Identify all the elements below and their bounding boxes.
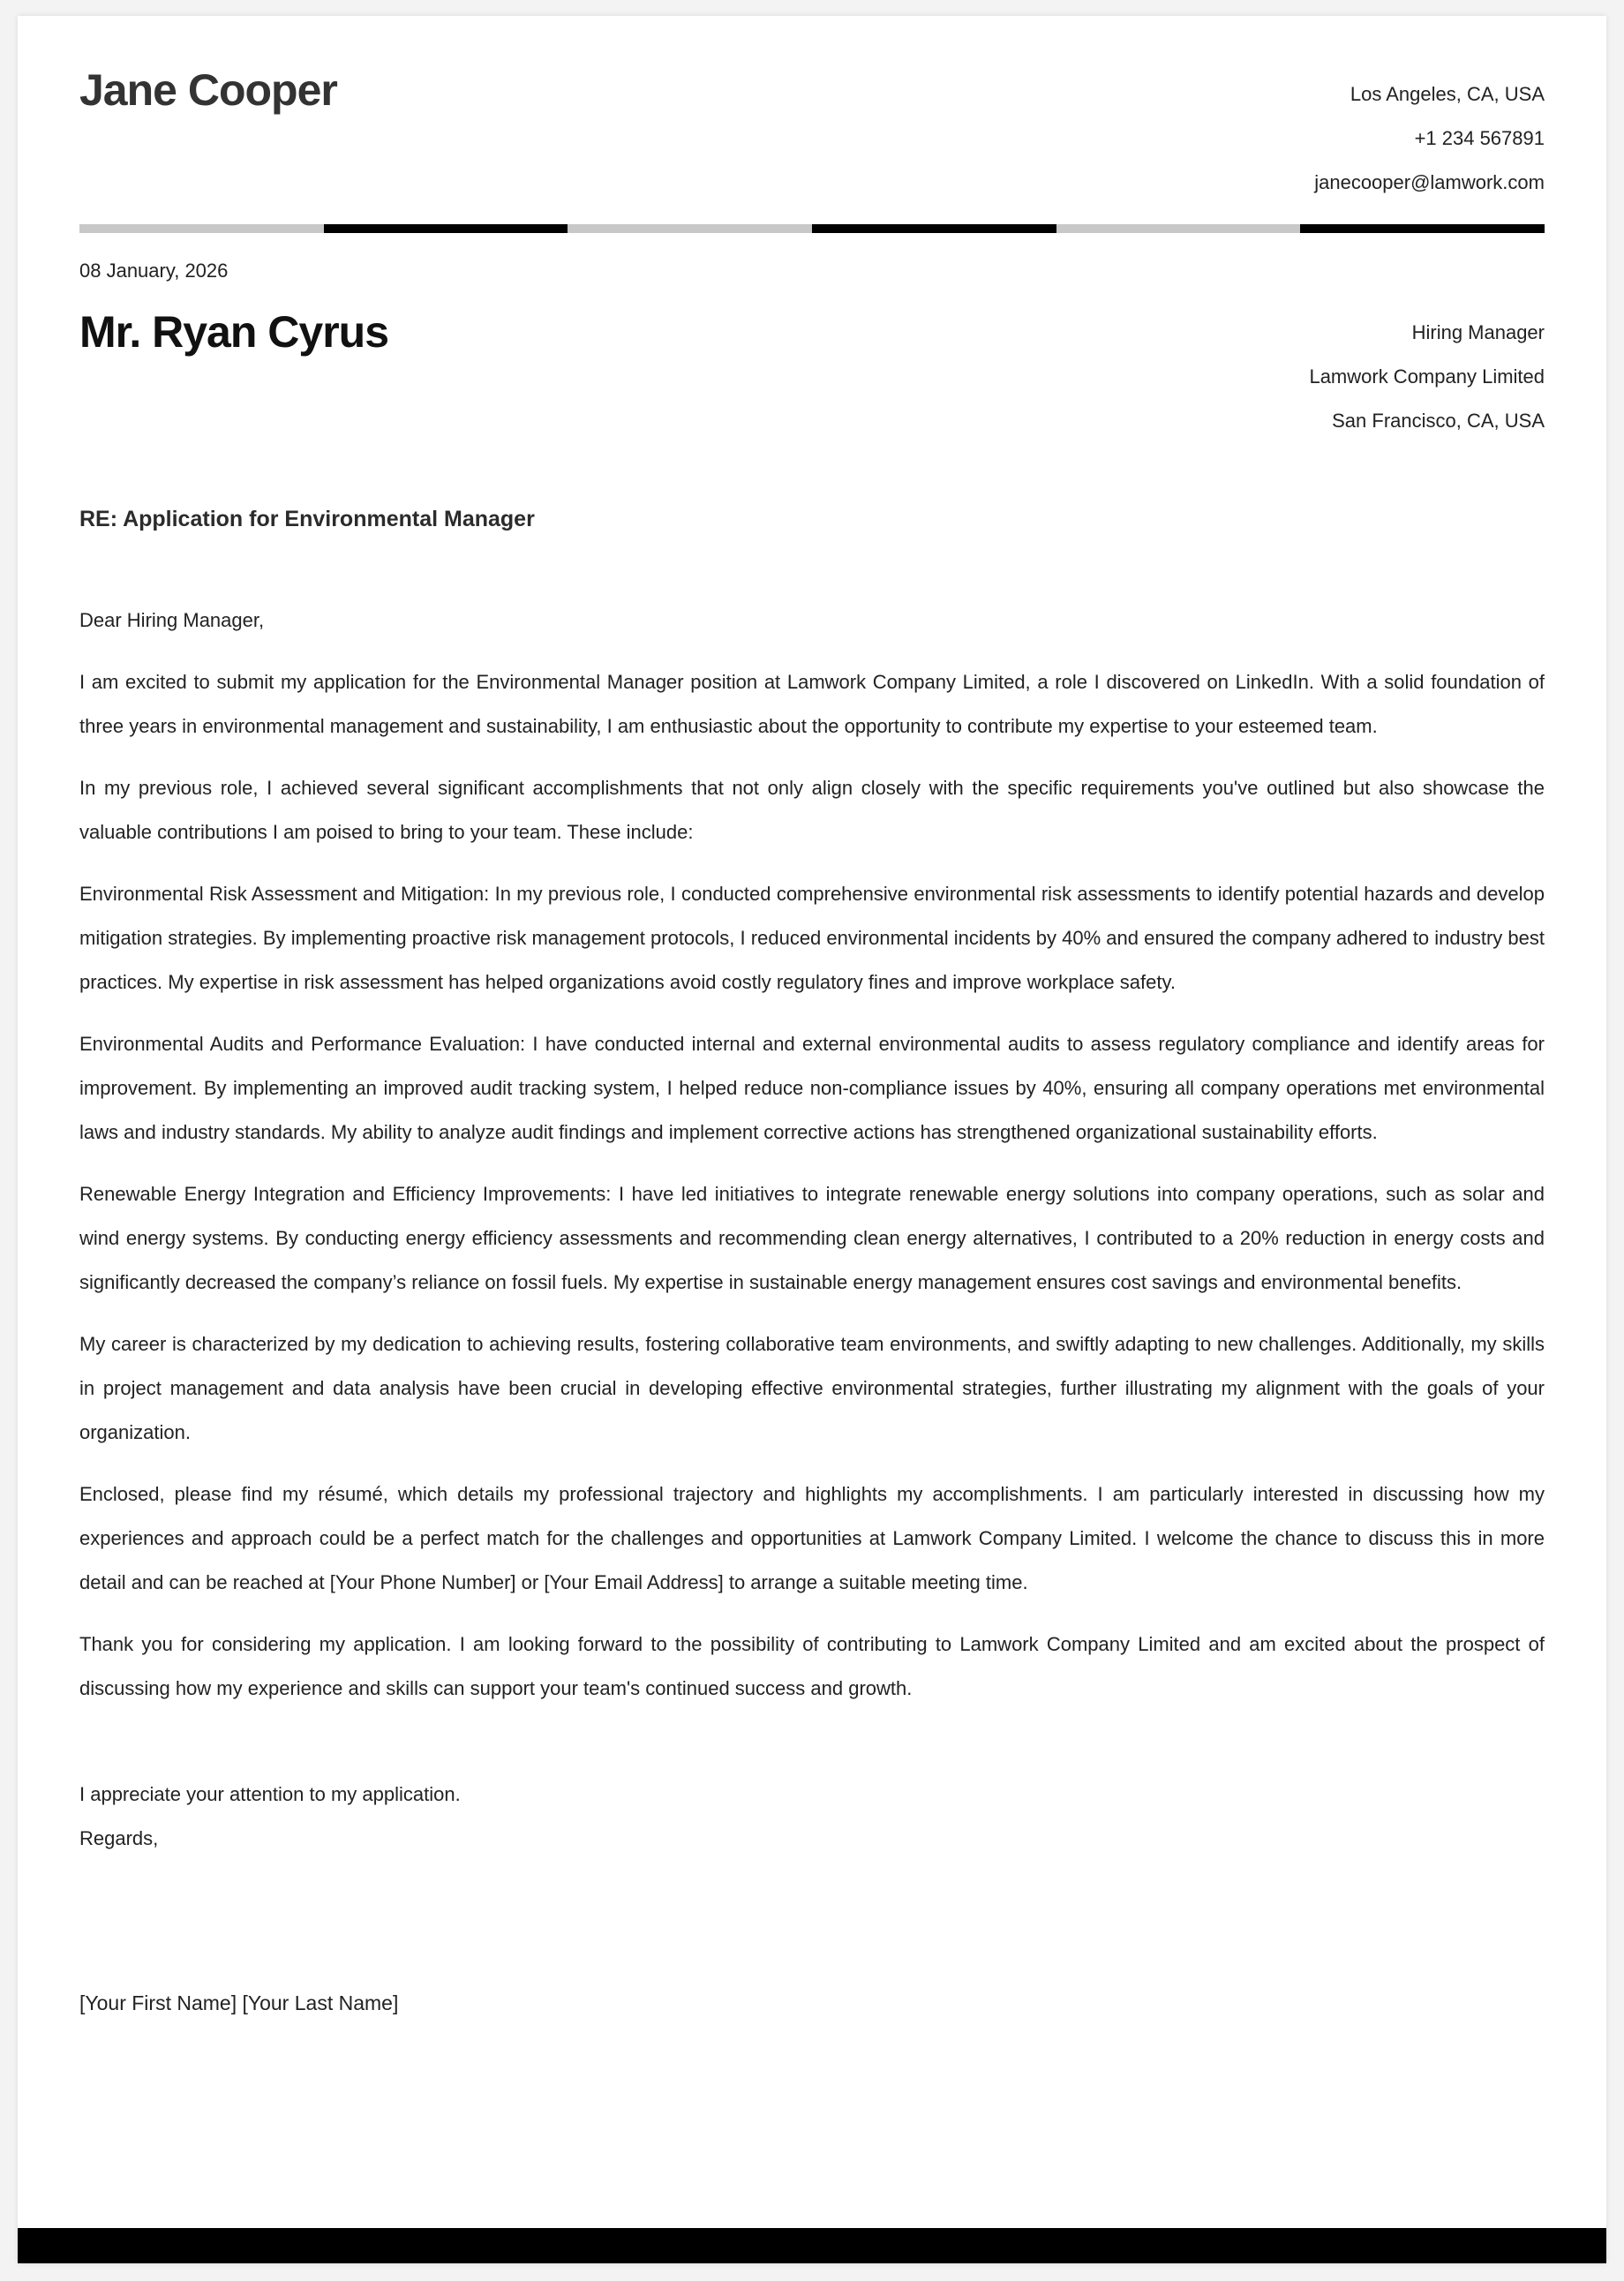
recipient-name: Mr. Ryan Cyrus	[79, 307, 389, 357]
divider-segment	[568, 224, 812, 233]
divider-segment	[324, 224, 568, 233]
body-paragraph: Thank you for considering my application. I am looking forward to the possibility of contributing to Lamwork Company Limited and am excited about the prospect of discussing how my experience and skills can support your team's continued success and growth.	[79, 1633, 1545, 1699]
recipient-location: San Francisco, CA, USA	[1332, 410, 1545, 432]
letter-subject: RE: Application for Environmental Manager	[79, 507, 535, 531]
recipient-title: Hiring Manager	[1411, 321, 1545, 343]
letter-body	[79, 598, 1545, 1728]
header-divider	[79, 224, 1545, 233]
sender-name: Jane Cooper	[79, 65, 337, 115]
closing-line: I appreciate your attention to my application.	[79, 1783, 461, 1805]
sender-location: Los Angeles, CA, USA	[1350, 83, 1545, 105]
sender-email: janecooper@lamwork.com	[1314, 171, 1545, 193]
letter-date: 08 January, 2026	[79, 260, 229, 282]
letter-closing	[79, 1773, 461, 1861]
divider-segment	[812, 224, 1056, 233]
letter-page	[18, 16, 1606, 2263]
body-paragraph: Enclosed, please find my résumé, which details my professional trajectory and highlights my accomplishments. I am particularly interested in discussing how my experiences and approach could be a perfect match for the challenges and opportunities at Lamwork Company Limited. I welcome the chance to discuss this in more detail and can be reached at [Your Phone Number] or [Your Email Address] to arrange a suitable meeting time.	[79, 1483, 1545, 1593]
signature-name: [Your First Name] [Your Last Name]	[79, 1991, 399, 2014]
footer-bar	[18, 2228, 1606, 2263]
body-paragraph: My career is characterized by my dedication to achieving results, fostering collaborative team environments, and swiftly adapting to new challenges. Additionally, my skills in project management and data analysis have been crucial in developing effective environmental strategies, further illustrating my alignment with the goals of your organization.	[79, 1333, 1545, 1443]
divider-segment	[79, 224, 324, 233]
divider-segment	[1300, 224, 1545, 233]
recipient-details	[1309, 318, 1545, 450]
body-paragraph: Environmental Risk Assessment and Mitigation: In my previous role, I conducted comprehensive environmental risk assessments to identify potential hazards and develop mitigation strategies. By implementing proactive risk management protocols, I reduced environmental incidents by 40% and ensured the company adhered to industry best practices. My expertise in risk assessment has helped organizations avoid costly regulatory fines and improve workplace safety.	[79, 883, 1545, 993]
salutation: Dear Hiring Manager,	[79, 609, 265, 631]
sender-phone: +1 234 567891	[1414, 127, 1545, 149]
body-paragraph: I am excited to submit my application for the Environmental Manager position at Lamwork Company Limited, a role I discovered on LinkedIn. With a solid foundation of three years in environmental management and sustainability, I am enthusiastic about the opportunity to contribute my expertise to your esteemed team.	[79, 671, 1545, 737]
recipient-company: Lamwork Company Limited	[1309, 365, 1545, 388]
sign-off: Regards,	[79, 1827, 159, 1849]
sender-contact-block	[1314, 79, 1545, 212]
divider-segment	[1056, 224, 1301, 233]
body-paragraph: Environmental Audits and Performance Evaluation: I have conducted internal and external environmental audits to assess regulatory compliance and identify areas for improvement. By implementing an improved audit tracking system, I helped reduce non-compliance issues by 40%, ensuring all company operations met environmental laws and industry standards. My ability to analyze audit findings and implement corrective actions has strengthened organizational sustainability efforts.	[79, 1033, 1545, 1143]
body-paragraph: In my previous role, I achieved several significant accomplishments that not only align closely with the specific requirements you've outlined but also showcase the valuable contributions I am poised to bring to your team. These include:	[79, 777, 1545, 843]
body-paragraph: Renewable Energy Integration and Efficiency Improvements: I have led initiatives to integrate renewable energy solutions into company operations, such as solar and wind energy systems. By conducting energy efficiency assessments and recommending clean energy alternatives, I contributed to a 20% reduction in energy costs and significantly decreased the company’s reliance on fossil fuels. My expertise in sustainable energy management ensures cost savings and environmental benefits.	[79, 1183, 1545, 1293]
